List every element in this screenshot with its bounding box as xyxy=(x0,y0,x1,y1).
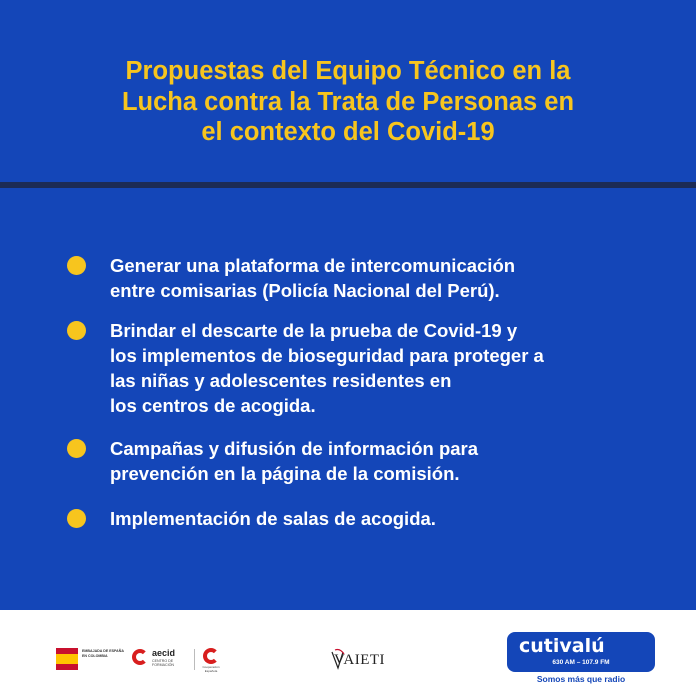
vaieti-logo xyxy=(330,648,386,672)
cutivalu-frequency: 630 AM – 107.9 FM xyxy=(552,659,610,666)
logo-separator xyxy=(194,649,195,670)
bullet-dot-icon xyxy=(67,256,86,275)
page-title xyxy=(40,56,656,148)
text-line: Brindar el descarte de la prueba de Covid-19 y xyxy=(110,320,518,341)
bullet-dot-icon xyxy=(67,439,86,458)
list-item-text xyxy=(110,506,670,531)
cutivalu-logo xyxy=(507,632,655,682)
text-line: las niñas y adolescentes residentes en xyxy=(110,370,452,391)
cooperacion-text: Cooperación Española xyxy=(202,665,220,673)
cooperacion-logo xyxy=(200,648,222,673)
title-line: Lucha contra la Trata de Personas en xyxy=(121,87,575,116)
aecid-c-icon xyxy=(132,649,148,665)
aecid-logo xyxy=(132,648,192,670)
bullet-dot-icon xyxy=(67,321,86,340)
list-item-text xyxy=(110,253,670,303)
text-line: entre comisarias (Policía Nacional del Perú). xyxy=(110,280,500,301)
spain-logo-text: EMBAJADA DE ESPAÑA EN COLOMBIA xyxy=(82,649,124,658)
title-line: Propuestas del Equipo Técnico en la xyxy=(125,57,571,85)
text-line: prevención en la página de la comisión. xyxy=(110,463,460,484)
text-line: Campañas y difusión de información para xyxy=(110,438,479,459)
aecid-name: aecid xyxy=(152,648,176,658)
cooperacion-c-icon xyxy=(203,648,219,664)
list-item-text xyxy=(110,436,670,486)
text-line: Generar una plataforma de intercomunicación xyxy=(110,255,516,276)
cutivalu-slogan: Somos más que radio xyxy=(536,674,626,684)
vaieti-text: VAIETI xyxy=(334,652,386,668)
text-line: los implementos de bioseguridad para proteger a xyxy=(110,345,544,366)
divider xyxy=(0,182,696,188)
list-item-text xyxy=(110,318,670,418)
title-line: el contexto del Covid-19 xyxy=(201,118,495,146)
bullet-dot-icon xyxy=(67,509,86,528)
text-line: Implementación de salas de acogida. xyxy=(110,508,436,529)
spain-embassy-logo xyxy=(56,648,126,670)
spain-flag-icon xyxy=(56,648,78,670)
text-line: los centros de acogida. xyxy=(110,395,316,416)
aecid-subtitle: CENTRO DE FORMACIÓN xyxy=(152,659,174,668)
cutivalu-name: cutivalú xyxy=(519,635,605,657)
